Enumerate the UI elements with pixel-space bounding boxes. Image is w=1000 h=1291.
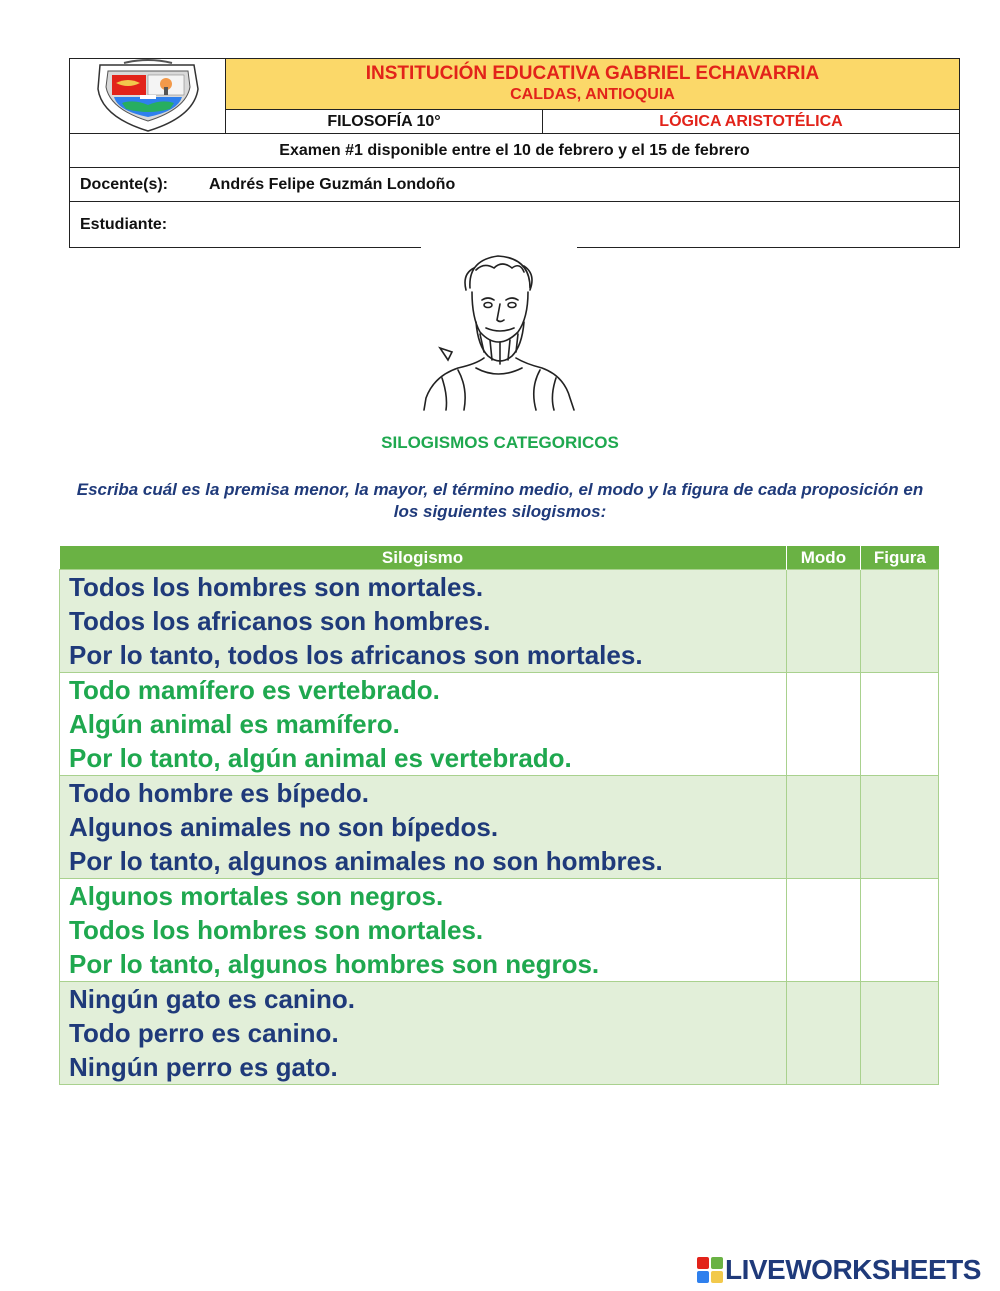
conclusion-line: Por lo tanto, todos los africanos son mortales. <box>69 640 643 670</box>
modo-answer-cell[interactable] <box>786 982 861 1085</box>
figura-answer-cell[interactable] <box>861 982 939 1085</box>
teacher-row <box>70 168 959 202</box>
syllogism-cell <box>60 879 787 982</box>
syllogism-cell <box>60 982 787 1085</box>
column-header-modo: Modo <box>786 546 861 570</box>
figura-answer-cell[interactable] <box>861 879 939 982</box>
syllogism-table <box>59 546 939 1085</box>
institution-location: CALDAS, ANTIOQUIA <box>510 86 675 103</box>
table-row <box>60 673 939 776</box>
figura-answer-cell[interactable] <box>861 776 939 879</box>
logo-square-red <box>697 1257 709 1269</box>
exam-availability: Examen #1 disponible entre el 10 de febrero y el 15 de febrero <box>70 134 959 168</box>
exam-header <box>69 58 960 248</box>
modo-answer-cell[interactable] <box>786 570 861 673</box>
premise-line: Algún animal es mamífero. <box>69 709 400 739</box>
institution-name: INSTITUCIÓN EDUCATIVA GABRIEL ECHAVARRIA <box>365 63 820 84</box>
premise-line: Ningún gato es canino. <box>69 984 356 1014</box>
conclusion-line: Ningún perro es gato. <box>69 1052 338 1082</box>
conclusion-line: Por lo tanto, algún animal es vertebrado. <box>69 743 572 773</box>
student-label: Estudiante: <box>80 216 168 233</box>
premise-line: Todo perro es canino. <box>69 1018 339 1048</box>
teacher-label: Docente(s): <box>80 176 169 193</box>
column-header-figura: Figura <box>861 546 939 570</box>
conclusion-line: Por lo tanto, algunos animales no son hombres. <box>69 846 663 876</box>
title-cell <box>226 59 959 133</box>
logo-square-green <box>711 1257 723 1269</box>
subject-label: FILOSOFÍA 10° <box>226 110 543 133</box>
teacher-name: Andrés Felipe Guzmán Londoño <box>209 176 456 193</box>
topic-label: LÓGICA ARISTOTÉLICA <box>659 113 843 130</box>
title-banner <box>226 59 959 110</box>
logo-square-blue <box>697 1271 709 1283</box>
liveworksheets-logo-icon <box>697 1257 723 1283</box>
table-header-row <box>60 546 939 570</box>
brand-name: LIVEWORKSHEETS <box>725 1254 981 1285</box>
header-top-row <box>70 59 959 134</box>
premise-line: Algunos mortales son negros. <box>69 881 444 911</box>
aristotle-portrait <box>418 248 580 413</box>
figura-answer-cell[interactable] <box>861 570 939 673</box>
table-row <box>60 776 939 879</box>
instructions: Escriba cuál es la premisa menor, la mayor, el término medio, el modo y la figura de cada proposición en los siguientes silogismos: <box>76 480 924 521</box>
section-title: SILOGISMOS CATEGORICOS <box>381 433 619 452</box>
aristotle-bust-icon <box>418 248 580 413</box>
premise-line: Todos los hombres son mortales. <box>69 572 484 602</box>
school-logo <box>70 59 226 133</box>
syllogism-cell <box>60 776 787 879</box>
school-crest-icon <box>70 59 225 133</box>
premise-line: Algunos animales no son bípedos. <box>69 812 499 842</box>
logo-square-yellow <box>711 1271 723 1283</box>
student-row <box>70 202 959 248</box>
liveworksheets-brand[interactable] <box>697 1256 981 1284</box>
modo-answer-cell[interactable] <box>786 879 861 982</box>
column-header-silogismo: Silogismo <box>60 546 787 570</box>
conclusion-line: Por lo tanto, algunos hombres son negros. <box>69 949 600 979</box>
table-row <box>60 570 939 673</box>
modo-answer-cell[interactable] <box>786 776 861 879</box>
modo-answer-cell[interactable] <box>786 673 861 776</box>
premise-line: Todos los africanos son hombres. <box>69 606 491 636</box>
figura-answer-cell[interactable] <box>861 673 939 776</box>
premise-line: Todo hombre es bípedo. <box>69 778 369 808</box>
premise-line: Todos los hombres son mortales. <box>69 915 484 945</box>
syllogism-cell <box>60 673 787 776</box>
syllogism-cell <box>60 570 787 673</box>
table-row <box>60 982 939 1085</box>
premise-line: Todo mamífero es vertebrado. <box>69 675 440 705</box>
table-row <box>60 879 939 982</box>
